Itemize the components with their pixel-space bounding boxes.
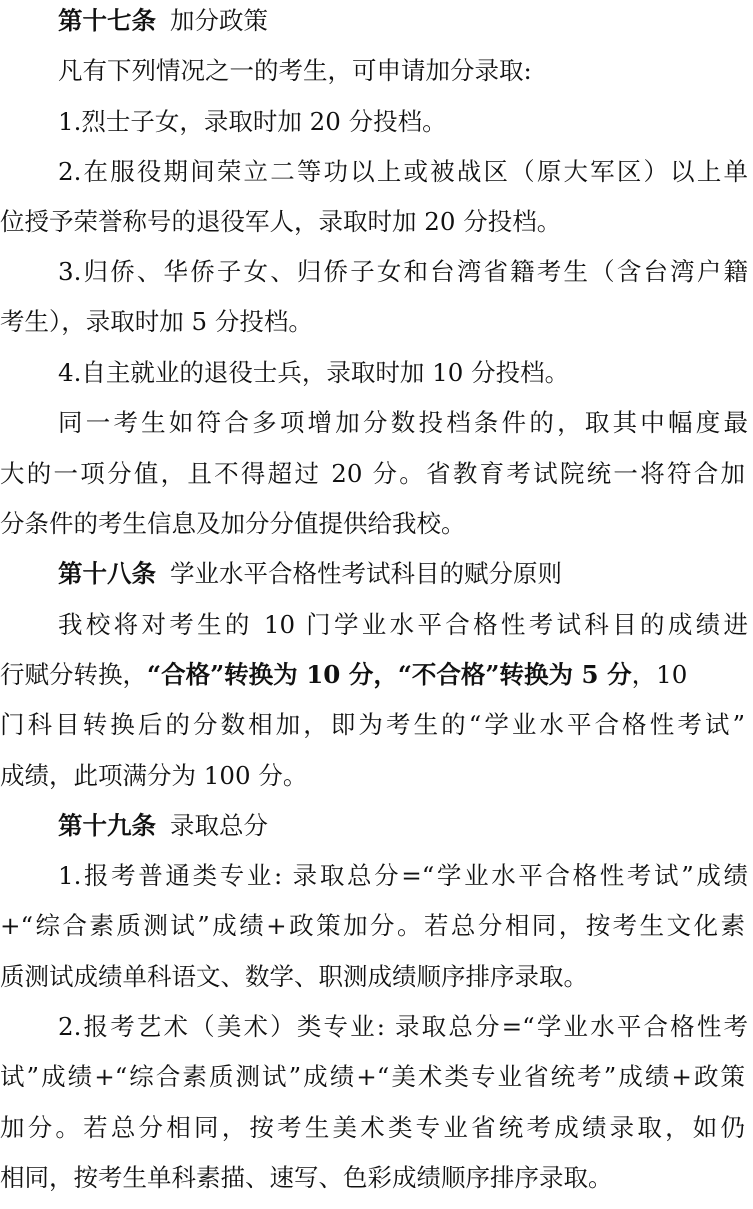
article-18-fail-rule: “不合格”转换为 5 分	[397, 660, 632, 689]
article-18-label: 第十八条	[58, 559, 156, 588]
article-17-intro: 凡有下列情况之一的考生，可申请加分录取:	[58, 56, 532, 85]
article-17-item-4: 4.自主就业的退役士兵，录取时加 10 分投档。	[58, 358, 570, 387]
article-17-item-3-line-1: 3.归侨、华侨子女、归侨子女和台湾省籍考生（含台湾户籍	[58, 257, 748, 286]
article-18-title: 学业水平合格性考试科目的赋分原则	[170, 559, 562, 588]
article-19-item-2-line-1: 2.报考艺术（美术）类专业: 录取总分=“学业水平合格性考	[58, 1012, 748, 1041]
article-18-para-line-1: 我校将对考生的 10 门学业水平合格性考试科目的成绩进	[58, 610, 748, 639]
article-19-item-2-line-3: 加分。若总分相同，按考生美术类专业省统考成绩录取，如仍	[0, 1113, 745, 1142]
article-19-item-1-line-1: 1.报考普通类专业: 录取总分=“学业水平合格性考试”成绩	[58, 861, 748, 890]
article-19-title: 录取总分	[170, 811, 268, 840]
article-18-para-line-3: 门科目转换后的分数相加，即为考生的“学业水平合格性考试”	[0, 710, 745, 739]
article-17-item-2-line-1: 2.在服役期间荣立二等功以上或被战区（原大军区）以上单	[58, 157, 748, 186]
article-19-item-1-line-3: 质测试成绩单科语文、数学、职测成绩顺序排序录取。	[0, 962, 588, 991]
article-17-heading	[58, 2, 748, 40]
article-19-item-2-line-2: 试”成绩+“综合素质测试”成绩+“美术类专业省统考”成绩+政策	[0, 1062, 745, 1091]
article-19-label: 第十九条	[58, 811, 156, 840]
article-18-pass-rule: “合格”转换为 10 分，	[147, 660, 398, 689]
article-17-note-line-2: 大的一项分值，且不得超过 20 分。省教育考试院统一将符合加	[0, 459, 745, 488]
article-18-para-line-2-d: ，10	[631, 660, 688, 689]
article-18-para-line-4: 成绩，此项满分为 100 分。	[0, 761, 308, 790]
article-17-note-line-3: 分条件的考生信息及加分分值提供给我校。	[0, 509, 466, 538]
article-17-item-3-line-2: 考生），录取时加 5 分投档。	[0, 307, 313, 336]
article-17-item-2-line-2: 位授予荣誉称号的退役军人，录取时加 20 分投档。	[0, 207, 562, 236]
article-18-heading	[58, 555, 748, 593]
article-17-label: 第十七条	[58, 6, 156, 35]
article-18-para-line-2-a: 行赋分转换，	[0, 660, 147, 689]
article-17-item-1: 1.烈士子女，录取时加 20 分投档。	[58, 107, 447, 136]
article-19-heading	[58, 807, 748, 845]
article-17-title: 加分政策	[170, 6, 268, 35]
article-18-para-line-2	[0, 656, 745, 694]
article-19-item-2-line-4: 相同，按考生单科素描、速写、色彩成绩顺序排序录取。	[0, 1163, 613, 1192]
article-17-note-line-1: 同一考生如符合多项增加分数投档条件的，取其中幅度最	[58, 408, 748, 437]
article-19-item-1-line-2: +“综合素质测试”成绩+政策加分。若总分相同，按考生文化素	[0, 911, 745, 940]
